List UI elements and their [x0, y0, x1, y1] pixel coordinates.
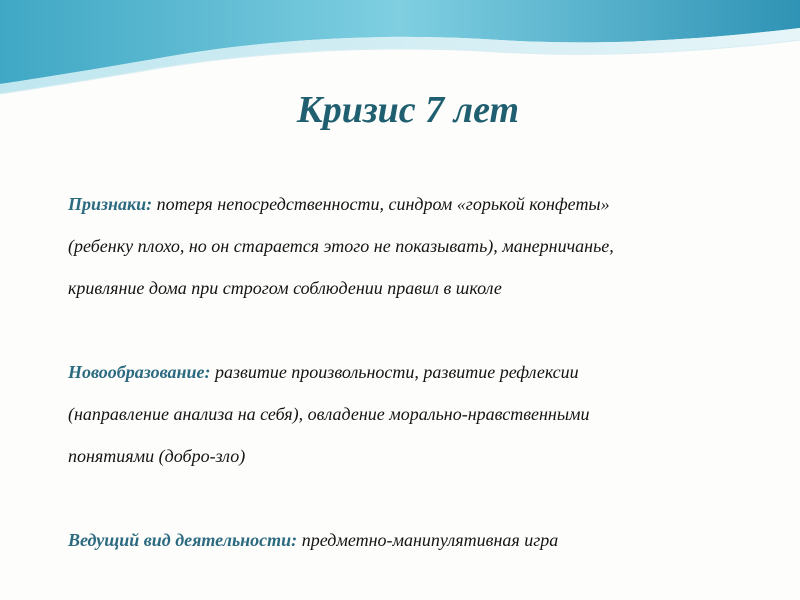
text-line: потеря непосредственности, синдром «горькой конфеты»	[156, 194, 610, 214]
spacer	[68, 309, 768, 351]
slide-title: Кризис 7 лет	[296, 89, 520, 131]
text-line: (ребенку плохо, но он старается этого не показывать), манерничанье,	[68, 236, 614, 256]
text-line: кривляние дома при строгом соблюдении правил в школе	[68, 278, 502, 298]
section-label: Признаки:	[68, 194, 153, 214]
section-label: Ведущий вид деятельности:	[68, 530, 298, 550]
text-line: развитие произвольности, развитие рефлексии	[214, 362, 579, 382]
section-label: Новообразование:	[68, 362, 211, 382]
text-line: (направление анализа на себя), овладение морально-нравственными	[68, 404, 590, 424]
section-neoformation	[68, 351, 768, 477]
section-signs	[68, 183, 768, 309]
spacer	[68, 477, 768, 519]
text-line: предметно-манипулятивная игра	[301, 530, 559, 550]
text-line: понятиями (добро-зло)	[68, 446, 246, 466]
slide-content	[68, 183, 768, 561]
section-leading-activity	[68, 519, 768, 561]
